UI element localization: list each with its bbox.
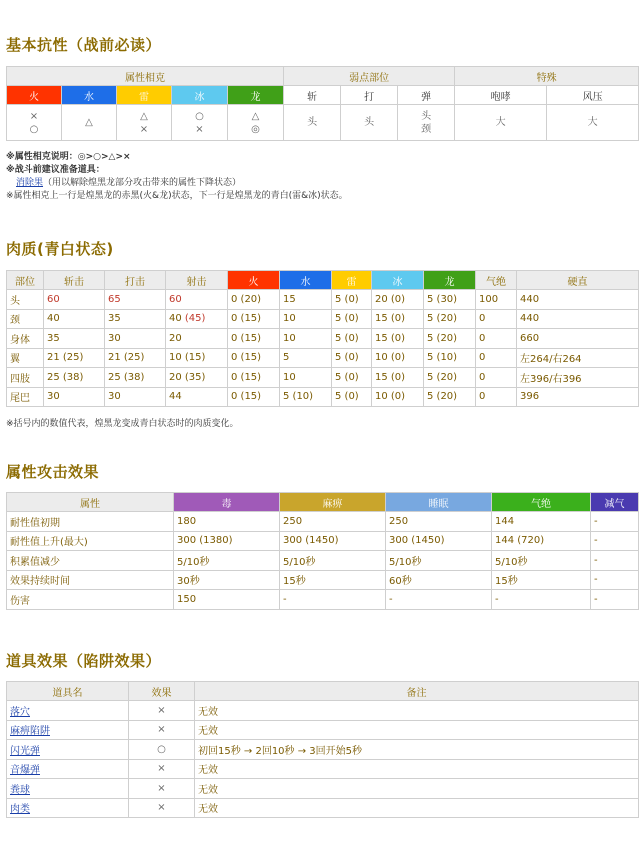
st-header-poison: 毒 [174, 493, 280, 512]
section-title-status: 属性攻击效果 [6, 463, 100, 481]
element-dragon: 龙 [228, 86, 284, 105]
hz-header-part: 部位 [7, 271, 44, 290]
st-header-stun: 气绝 [492, 493, 591, 512]
item-desc: （用以解除煌黑龙部分攻击带来的属性下降状态） [43, 178, 242, 188]
weak-val-impact: 头 [341, 105, 398, 141]
note-attr-legend: ※属性相克说明：◎>○>△>× [6, 152, 131, 162]
st-cell: 15秒 [280, 570, 386, 590]
hz-cell: 60 [44, 290, 105, 310]
element-water: 水 [62, 86, 117, 105]
hz-cell: 0 (20) [228, 290, 280, 310]
st-header-attr: 属性 [7, 493, 174, 512]
hz-header-shot: 射击 [166, 271, 228, 290]
hz-cell: 60 [166, 290, 228, 310]
hz-cell: 40 [44, 309, 105, 329]
st-cell: 300 (1450) [386, 531, 492, 551]
hz-cell: 40 (45) [166, 309, 228, 329]
item-effect: ○ [129, 740, 195, 760]
hz-cell: 10 [280, 329, 332, 349]
group-header-weak: 弱点部位 [284, 67, 455, 86]
hz-cell: 15 (0) [372, 368, 424, 388]
it-header-remark: 备注 [195, 682, 639, 701]
hz-cell: 15 (0) [372, 329, 424, 349]
hz-cell: 0 [476, 368, 517, 388]
hz-header-ice: 冰 [372, 271, 424, 290]
st-cell: 5/10秒 [386, 551, 492, 571]
st-cell: 250 [280, 512, 386, 532]
st-cell: 30秒 [174, 570, 280, 590]
hz-cell: 440 [517, 309, 639, 329]
hz-header-flinch: 硬直 [517, 271, 639, 290]
hz-cell: 5 (0) [332, 348, 372, 368]
item-remark: 无效 [195, 701, 639, 721]
hz-cell: 5 (20) [424, 309, 476, 329]
section-title-basic-resist: 基本抗性（战前必读） [6, 36, 162, 54]
hz-cell: 20 (0) [372, 290, 424, 310]
item-name-link[interactable]: 麻痹陷阱 [7, 720, 129, 740]
item-remark: 无效 [195, 779, 639, 799]
st-cell: 15秒 [492, 570, 591, 590]
st-cell: - [591, 512, 639, 532]
table-row [7, 701, 639, 721]
hz-cell: 0 (15) [228, 329, 280, 349]
elem-val-ice: ○ × [172, 105, 228, 141]
hz-cell: 396 [517, 387, 639, 407]
st-row-label: 伤害 [7, 590, 174, 610]
st-cell: 250 [386, 512, 492, 532]
table-row [7, 512, 639, 532]
st-cell: 144 (720) [492, 531, 591, 551]
hz-cell: 25 (38) [105, 368, 166, 388]
st-header-sleep: 睡眠 [386, 493, 492, 512]
hz-cell: 左396/右396 [517, 368, 639, 388]
special-val-roar: 大 [455, 105, 547, 141]
table-row [7, 720, 639, 740]
st-row-label: 效果持续时间 [7, 570, 174, 590]
hz-cell: 65 [105, 290, 166, 310]
st-cell: 60秒 [386, 570, 492, 590]
st-cell: - [591, 590, 639, 610]
table-row [7, 531, 639, 551]
st-row-label: 耐性值上升(最大) [7, 531, 174, 551]
weak-val-cut: 头 [284, 105, 341, 141]
item-effect: × [129, 798, 195, 818]
table-row [7, 290, 639, 310]
st-cell: - [386, 590, 492, 610]
table-row [7, 368, 639, 388]
st-cell: 144 [492, 512, 591, 532]
it-header-effect: 效果 [129, 682, 195, 701]
hz-header-stun: 气绝 [476, 271, 517, 290]
status-table [6, 492, 639, 610]
hz-part-name: 颈 [7, 309, 44, 329]
hz-cell: 5 (0) [332, 290, 372, 310]
hz-cell: 5 (30) [424, 290, 476, 310]
st-cell: 5/10秒 [174, 551, 280, 571]
table-row [7, 779, 639, 799]
hz-cell: 30 [105, 329, 166, 349]
hz-cell: 5 (20) [424, 387, 476, 407]
hz-cell: 0 (15) [228, 368, 280, 388]
item-name-link[interactable]: 粪球 [7, 779, 129, 799]
hz-cell: 5 (10) [280, 387, 332, 407]
hz-header-cut: 斩击 [44, 271, 105, 290]
table-row [7, 348, 639, 368]
hz-cell: 5 (20) [424, 368, 476, 388]
hz-cell: 100 [476, 290, 517, 310]
hz-header-dragon: 龙 [424, 271, 476, 290]
hz-cell: 15 (0) [372, 309, 424, 329]
hz-cell: 0 [476, 387, 517, 407]
hz-header-water: 水 [280, 271, 332, 290]
hz-cell: 左264/右264 [517, 348, 639, 368]
group-header-special: 特殊 [455, 67, 639, 86]
element-thunder: 雷 [117, 86, 172, 105]
st-cell: - [591, 551, 639, 571]
item-name-link[interactable]: 音爆弹 [7, 759, 129, 779]
hz-cell: 5 (0) [332, 368, 372, 388]
hz-cell: 20 [166, 329, 228, 349]
hz-cell: 5 (0) [332, 387, 372, 407]
hz-cell: 10 [280, 368, 332, 388]
st-cell: 300 (1380) [174, 531, 280, 551]
table-row [7, 798, 639, 818]
hz-cell: 0 [476, 348, 517, 368]
special-val-wind: 大 [547, 105, 639, 141]
weak-val-shot: 头 颈 [398, 105, 455, 141]
table-row [7, 329, 639, 349]
item-remark: 无效 [195, 798, 639, 818]
special-roar: 咆哮 [455, 86, 547, 105]
hz-part-name: 身体 [7, 329, 44, 349]
hz-cell: 5 (10) [424, 348, 476, 368]
table-row [7, 551, 639, 571]
st-header-paralysis: 麻痹 [280, 493, 386, 512]
item-remark: 无效 [195, 720, 639, 740]
basic-resist-table [6, 66, 639, 141]
st-header-exhaust: 减气 [591, 493, 639, 512]
weak-part-impact: 打 [341, 86, 398, 105]
it-header-name: 道具名 [7, 682, 129, 701]
hz-cell: 0 (15) [228, 309, 280, 329]
section-title-items: 道具效果（陷阱效果） [6, 652, 162, 670]
st-cell: 300 (1450) [280, 531, 386, 551]
hz-cell: 5 (0) [332, 329, 372, 349]
st-cell: - [280, 590, 386, 610]
hz-cell: 35 [105, 309, 166, 329]
item-name-link[interactable]: 落穴 [7, 701, 129, 721]
st-cell: - [591, 531, 639, 551]
st-cell: 5/10秒 [492, 551, 591, 571]
section-title-hitzone: 肉质(青白状态) [6, 240, 114, 258]
table-row [7, 309, 639, 329]
table-row [7, 570, 639, 590]
elem-val-fire: × ○ [7, 105, 62, 141]
hz-cell: 0 [476, 309, 517, 329]
hz-cell: 20 (35) [166, 368, 228, 388]
hz-part-name: 头 [7, 290, 44, 310]
hz-cell: 15 [280, 290, 332, 310]
hz-part-name: 尾巴 [7, 387, 44, 407]
table-row [7, 387, 639, 407]
item-link-clear-fruit[interactable]: 消除果 [16, 178, 44, 188]
hz-cell: 10 (0) [372, 387, 424, 407]
hz-cell: 10 (0) [372, 348, 424, 368]
hz-cell: 21 (25) [105, 348, 166, 368]
hz-cell: 10 (15) [166, 348, 228, 368]
st-row-label: 耐性值初期 [7, 512, 174, 532]
item-effect: × [129, 720, 195, 740]
hz-cell: 30 [105, 387, 166, 407]
notes-block [6, 151, 348, 203]
st-cell: - [591, 570, 639, 590]
hz-part-name: 四肢 [7, 368, 44, 388]
hz-cell: 35 [44, 329, 105, 349]
item-effect: × [129, 759, 195, 779]
hz-cell: 440 [517, 290, 639, 310]
special-wind: 风压 [547, 86, 639, 105]
hz-cell: 30 [44, 387, 105, 407]
element-ice: 冰 [172, 86, 228, 105]
st-cell: 150 [174, 590, 280, 610]
note-state-explain: ※属性相克上一行是煌黑龙的赤黑(火&龙)状态，下一行是煌黑龙的青白(雷&冰)状态。 [6, 191, 348, 201]
table-row [7, 759, 639, 779]
hz-cell: 0 (15) [228, 348, 280, 368]
hz-cell: 0 [476, 329, 517, 349]
elem-val-water: △ [62, 105, 117, 141]
hz-cell: 21 (25) [44, 348, 105, 368]
hz-header-fire: 火 [228, 271, 280, 290]
weak-part-shot: 弹 [398, 86, 455, 105]
hz-cell: 5 (0) [332, 309, 372, 329]
hz-cell: 0 (15) [228, 387, 280, 407]
item-table [6, 681, 639, 818]
elem-val-dragon: △ ◎ [228, 105, 284, 141]
note-prep-items: ※战斗前建议准备道具： [6, 165, 105, 175]
element-fire: 火 [7, 86, 62, 105]
hz-cell: 5 [280, 348, 332, 368]
item-name-link[interactable]: 肉类 [7, 798, 129, 818]
st-row-label: 积累值减少 [7, 551, 174, 571]
group-header-attr: 属性相克 [7, 67, 284, 86]
hitzone-table [6, 270, 639, 407]
hz-header-impact: 打击 [105, 271, 166, 290]
hz-part-name: 翼 [7, 348, 44, 368]
elem-val-thunder: △ × [117, 105, 172, 141]
st-cell: - [492, 590, 591, 610]
st-cell: 5/10秒 [280, 551, 386, 571]
hz-header-thunder: 雷 [332, 271, 372, 290]
weak-part-cut: 斩 [284, 86, 341, 105]
hz-cell: 660 [517, 329, 639, 349]
item-remark: 无效 [195, 759, 639, 779]
hz-cell: 10 [280, 309, 332, 329]
hz-cell: 25 (38) [44, 368, 105, 388]
hz-cell: 5 (20) [424, 329, 476, 349]
item-effect: × [129, 779, 195, 799]
st-cell: 180 [174, 512, 280, 532]
table-row [7, 740, 639, 760]
hz-cell: 44 [166, 387, 228, 407]
item-remark: 初回15秒 → 2回10秒 → 3回开始5秒 [195, 740, 639, 760]
table-row [7, 590, 639, 610]
item-effect: × [129, 701, 195, 721]
hitzone-note: ※括号内的数值代表，煌黑龙变成青白状态时的肉质变化。 [6, 419, 239, 429]
item-name-link[interactable]: 闪光弹 [7, 740, 129, 760]
